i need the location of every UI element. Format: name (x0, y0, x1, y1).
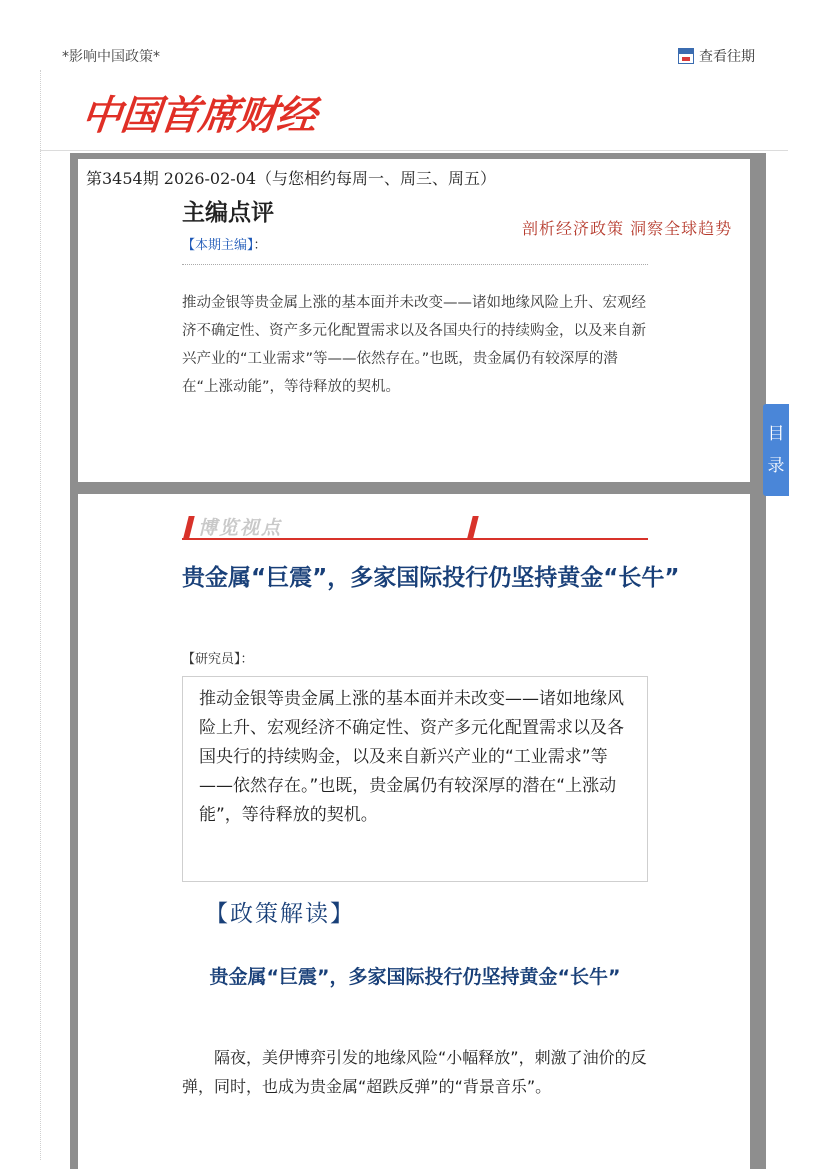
view-archive-link[interactable] (678, 46, 755, 66)
editor-comment-title: 主编点评 (182, 200, 274, 226)
calendar-icon (678, 48, 694, 64)
left-dotted-guide (40, 70, 41, 1160)
policy-paragraph: 隔夜，美伊博弈引发的地缘风险“小幅释放”，刺激了油价的反弹，同时，也成为贵金属“超跌反弹”的“背景音乐”。 (182, 1048, 647, 1096)
editor-label (182, 234, 267, 253)
view-archive-label: 查看往期 (699, 49, 755, 65)
summary-quote-box (182, 676, 648, 882)
viewpoint-section-header (182, 510, 648, 540)
editor-comment-body: 推动金银等贵金属上涨的基本面并未改变——诸如地缘风险上升、宏观经济不确定性、资产多元化配置需求以及各国央行的持续购金，以及来自新兴产业的“工业需求”等——依然存在。”也既，贵金属仍有较深厚的潜在“上涨动能”，等待释放的契机。 (182, 295, 646, 395)
section-flag-end-icon (467, 516, 478, 538)
toc-label-1: 目 (767, 424, 785, 444)
header-divider (40, 150, 788, 151)
site-logo[interactable]: 中国首席财经 (79, 93, 319, 139)
editor-label-colon: ： (253, 238, 267, 253)
article-title[interactable]: 贵金属“巨震”，多家国际投行仍坚持黄金“长牛” (182, 565, 680, 591)
policy-section-heading: 【政策解读】 (205, 901, 355, 927)
viewpoint-section-label: 博览视点 (198, 517, 283, 539)
researcher-label: 【研究员】： (182, 652, 254, 667)
header-tagline: *影响中国政策* (62, 49, 160, 65)
toc-label-2: 录 (767, 456, 785, 476)
issue-info: 第3454期 2026-02-04（与您相约每周一、周三、周五） (86, 169, 497, 188)
editor-divider (182, 264, 648, 265)
policy-article-title: 贵金属“巨震”，多家国际投行仍坚持黄金“长牛” (209, 966, 621, 988)
summary-quote-text: 推动金银等贵金属上涨的基本面并未改变——诸如地缘风险上升、宏观经济不确定性、资产多元化配置需求以及各国央行的持续购金，以及来自新兴产业的“工业需求”等——依然存在。”也既，贵金属仍有较深厚的潜在“上涨动能”，等待释放的契机。 (199, 689, 624, 825)
editor-label-link[interactable]: 【本期主编】 (182, 238, 254, 253)
slogan: 剖析经济政策 洞察全球趋势 (522, 219, 733, 238)
table-of-contents-tab[interactable] (763, 404, 789, 496)
section-flag-icon (183, 516, 194, 538)
